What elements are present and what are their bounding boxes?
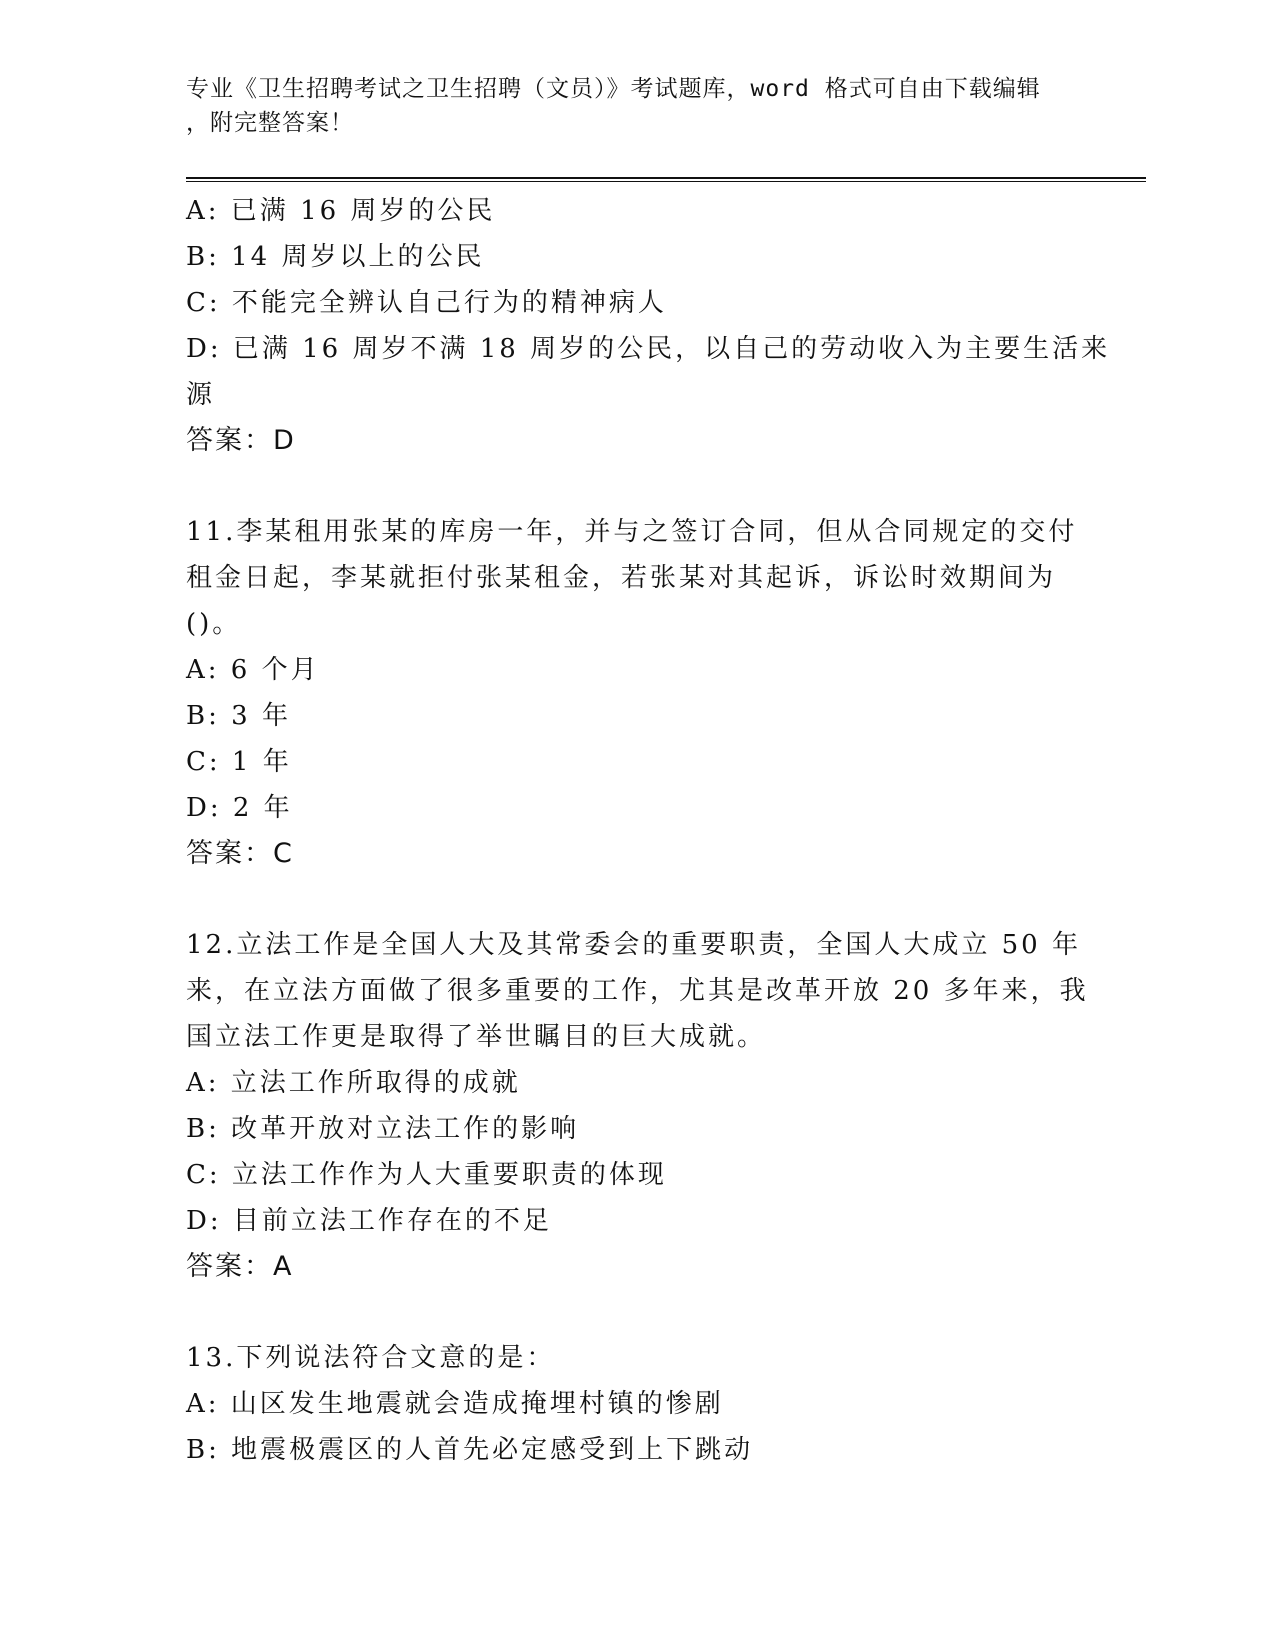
option-line: D: 目前立法工作存在的不足 [186,1206,552,1236]
option-line: A: 6 个月 [186,655,320,685]
option-line: D: 2 年 [186,793,293,823]
header-line-2: ，附完整答案！ [186,110,354,136]
question-text-line: 租金日起，李某就拒付张某租金，若张某对其起诉，诉讼时效期间为 [186,563,1057,593]
option-line: B: 3 年 [186,701,291,731]
option-line: C: 1 年 [186,747,292,777]
answer-line: 答案：A [186,1251,294,1282]
block-spacer [186,464,1086,509]
block-spacer [186,1290,1086,1335]
question-text-line: 12.立法工作是全国人大及其常委会的重要职责，全国人大成立 50 年 [186,930,1081,960]
option-line: A: 山区发生地震就会造成掩埋村镇的惨剧 [186,1389,724,1419]
question-text-line: 11.李某租用张某的库房一年，并与之签订合同，但从合同规定的交付 [186,517,1078,547]
question-text-line: 国立法工作更是取得了举世瞩目的巨大成就。 [186,1022,767,1052]
header-line-1: 专业《卫生招聘考试之卫生招聘（文员）》考试题库，word 格式可自由下载编辑 [186,76,1041,102]
option-line: A: 立法工作所取得的成就 [186,1068,521,1098]
option-line: D: 已满 16 周岁不满 18 周岁的公民，以自己的劳动收入为主要生活来 [186,334,1111,364]
question-block [186,509,1086,877]
document-header [186,72,1086,140]
option-line: C: 不能完全辨认自己行为的精神病人 [186,288,667,318]
answer-line: 答案：C [186,838,294,869]
option-line: 源 [186,380,216,410]
question-block [186,1335,1086,1473]
option-line: B: 14 周岁以上的公民 [186,242,485,272]
option-line: C: 立法工作作为人大重要职责的体现 [186,1160,667,1190]
option-line: B: 地震极震区的人首先必定感受到上下跳动 [186,1435,754,1465]
option-line: A: 已满 16 周岁的公民 [186,196,496,226]
question-text-line: 来，在立法方面做了很多重要的工作，尤其是改革开放 20 多年来，我 [186,976,1089,1006]
question-text-line: ()。 [186,609,242,639]
block-spacer [186,877,1086,922]
answer-line: 答案：D [186,425,296,456]
question-block [186,188,1111,464]
question-text-line: 13.下列说法符合文意的是： [186,1343,556,1373]
question-block [186,922,1089,1290]
question-content [186,188,1111,1473]
option-line: B: 改革开放对立法工作的影响 [186,1114,580,1144]
header-divider [186,177,1146,182]
